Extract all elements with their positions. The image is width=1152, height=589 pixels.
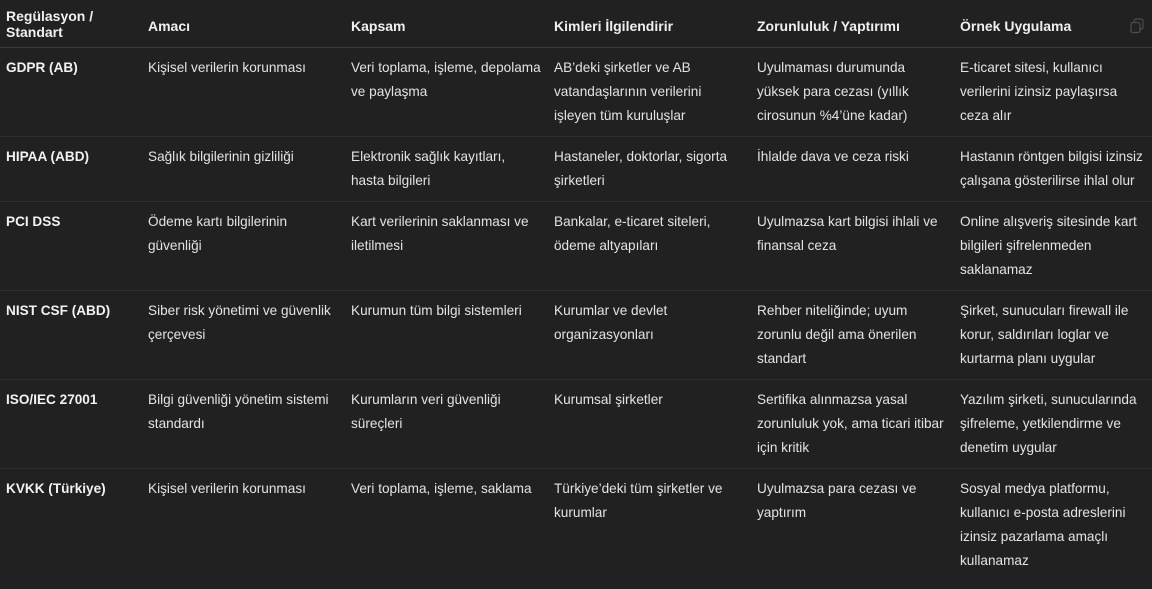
cell-audience: AB’deki şirketler ve AB vatandaşlarının verilerini işleyen tüm kuruluşlar (548, 47, 751, 136)
copy-icon[interactable] (1130, 18, 1144, 34)
table-row (0, 379, 1152, 468)
cell-purpose: Bilgi güvenliği yönetim sistemi standardı (142, 379, 345, 468)
cell-scope: Kurumun tüm bilgi sistemleri (345, 290, 548, 379)
cell-regulation: PCI DSS (0, 201, 142, 290)
cell-regulation: NIST CSF (ABD) (0, 290, 142, 379)
header-scope: Kapsam (345, 0, 548, 47)
cell-audience: Türkiye’deki tüm şirketler ve kurumlar (554, 480, 723, 520)
cell-obligation: Uyulmaması durumunda yüksek para cezası (yıllık cirosunun %4’üne kadar) (751, 47, 954, 136)
cell-purpose: Ödeme kartı bilgilerinin güvenliği (142, 201, 345, 290)
table-row (0, 201, 1152, 290)
cell-scope: Kurumların veri güvenliği süreçleri (345, 379, 548, 468)
cell-regulation: ISO/IEC 27001 (0, 379, 142, 468)
header-audience: Kimleri İlgilendirir (548, 0, 751, 47)
cell-audience: Kurumlar ve devlet organizasyonları (548, 290, 751, 379)
header-regulation: Regülasyon / Standart (0, 0, 142, 47)
cell-example: Şirket, sunucuları firewall ile korur, saldırıları loglar ve kurtarma planı uygular (954, 290, 1152, 379)
table-header-row (0, 0, 1152, 47)
cell-scope: Veri toplama, işleme, saklama (351, 480, 532, 496)
cell-regulation: KVKK (Türkiye) (6, 480, 106, 496)
cell-audience: Kurumsal şirketler (548, 379, 751, 468)
cell-purpose: Kişisel verilerin korunması (142, 47, 345, 136)
cell-purpose: Kişisel verilerin korunması (148, 480, 306, 496)
cell-purpose: Sağlık bilgilerinin gizliliği (142, 136, 345, 201)
cell-purpose: Siber risk yönetimi ve güvenlik çerçevesi (142, 290, 345, 379)
table-row (0, 468, 1152, 581)
cell-scope: Veri toplama, işleme, depolama ve paylaşma (345, 47, 548, 136)
cell-obligation: Rehber niteliğinde; uyum zorunlu değil ama önerilen standart (751, 290, 954, 379)
cell-example: Sosyal medya platformu, kullanıcı e-posta adreslerini izinsiz pazarlama amaçlı kullanamaz (960, 480, 1126, 568)
cell-obligation: Uyulmazsa kart bilgisi ihlali ve finansal ceza (751, 201, 954, 290)
cell-regulation: GDPR (AB) (0, 47, 142, 136)
cell-audience: Bankalar, e-ticaret siteleri, ödeme altyapıları (548, 201, 751, 290)
cell-example: E-ticaret sitesi, kullanıcı verilerini izinsiz paylaşırsa ceza alır (954, 47, 1152, 136)
table-row (0, 136, 1152, 201)
cell-obligation: Sertifika alınmazsa yasal zorunluluk yok, ama ticari itibar için kritik (751, 379, 954, 468)
cell-example: Yazılım şirketi, sunucularında şifreleme, yetkilendirme ve denetim uygular (954, 379, 1152, 468)
cell-obligation: İhlalde dava ve ceza riski (751, 136, 954, 201)
table-row (0, 290, 1152, 379)
cell-scope: Kart verilerinin saklanması ve iletilmesi (345, 201, 548, 290)
cell-example: Online alışveriş sitesinde kart bilgileri şifrelenmeden saklanamaz (954, 201, 1152, 290)
cell-scope: Elektronik sağlık kayıtları, hasta bilgileri (345, 136, 548, 201)
cell-obligation: Uyulmazsa para cezası ve yaptırım (757, 480, 917, 520)
header-obligation: Zorunluluk / Yaptırımı (751, 0, 954, 47)
cell-example: Hastanın röntgen bilgisi izinsiz çalışana gösterilirse ihlal olur (954, 136, 1152, 201)
header-example: Örnek Uygulama (954, 0, 1152, 47)
cell-audience: Hastaneler, doktorlar, sigorta şirketleri (548, 136, 751, 201)
table-row (0, 47, 1152, 136)
header-purpose: Amacı (142, 0, 345, 47)
cell-regulation: HIPAA (ABD) (0, 136, 142, 201)
